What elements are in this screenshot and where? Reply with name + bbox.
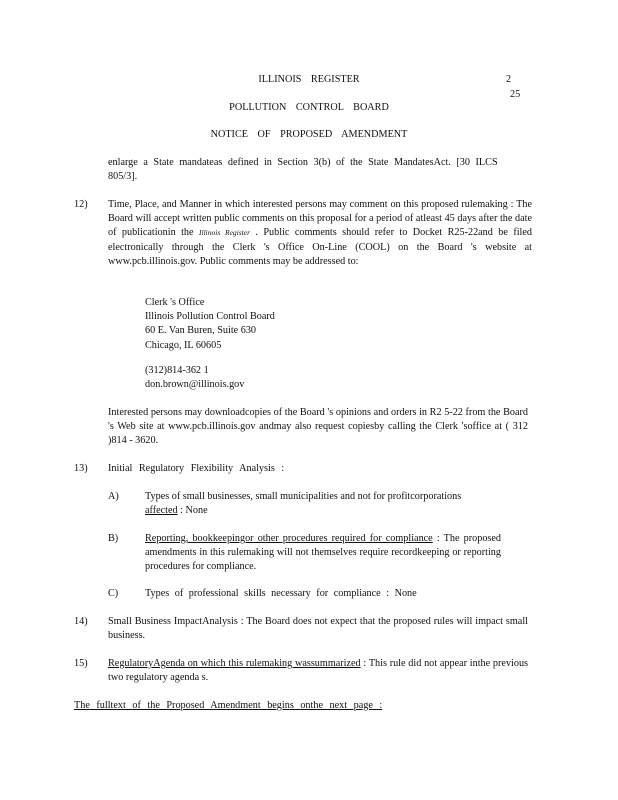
item-b-rest: : The proposed amendments in this rulemaking will not themselves require recordkeeping or reporting procedures for compliance. xyxy=(145,533,501,573)
section-12-text-b: . Public comments should refer to Docket R25-22and be filed electronically through the Clerk 's Office On-Line (COOL) on the Board 's website at www.pcb.illinois.gov. Public comments may be addressed to: xyxy=(108,227,533,267)
section-14-number: 14) xyxy=(74,616,88,627)
section-15-text xyxy=(108,657,528,685)
section-15-rest: : This rule did not appear inthe previous two regulatory agenda s. xyxy=(108,658,529,684)
email-address: don.brown@illinois.gov xyxy=(145,379,245,390)
section-15-number: 15) xyxy=(74,658,88,669)
section-12-paragraph xyxy=(108,198,532,269)
phone-number: (312)814-362 1 xyxy=(145,365,209,376)
full-text-notice: The fulltext of the Proposed Amendment begins onthe next page : xyxy=(74,700,383,711)
mailing-address xyxy=(145,296,275,353)
section-12-closing: Interested persons may downloadcopies of the Board 's opinions and orders in R2 5-22 from the Board 's Web site at www.pcb.illinois.gov andmay also request copiesby calling the Clerk 'soffice at ( 312 )814 - 3620. xyxy=(108,407,528,447)
item-b-underlined: Reporting, bookkeepingor other procedures required for compliance xyxy=(145,533,433,544)
register-title: ILLINOIS REGISTER xyxy=(258,74,360,85)
item-a-label: A) xyxy=(108,491,119,502)
item-a-text xyxy=(145,490,515,518)
item-b-text xyxy=(145,532,501,575)
item-b-label: B) xyxy=(108,533,119,544)
volume-number: 25 xyxy=(510,89,521,100)
item-c-text: Types of professional skills necessary for compliance : None xyxy=(145,588,417,599)
section-12-number: 12) xyxy=(74,199,88,210)
section-13-number: 13) xyxy=(74,463,88,474)
section-15-underlined: RegulatoryAgenda on which this rulemaking wassummarized xyxy=(108,658,361,669)
illinois-register-italic: Illinois Register xyxy=(198,228,250,238)
item-a-affected: affected xyxy=(145,505,178,517)
page-number: 2 xyxy=(506,74,512,85)
address-line: Illinois Pollution Control Board xyxy=(145,311,275,323)
item-c-label: C) xyxy=(108,588,119,599)
item-a-rest: : None xyxy=(180,505,208,517)
address-line: Clerk 's Office xyxy=(145,297,205,308)
section-12-text-a: Time, Place, and Manner in which interested persons may comment on this proposed rulemaking : The Board will accept written public comments on this proposal for a period of atleast 45 days after the date of publicationin the xyxy=(108,199,532,239)
notice-title: NOTICE OF PROPOSED AMENDMENT xyxy=(210,129,408,140)
address-line: Chicago, IL 60605 xyxy=(145,339,222,351)
item-a-body: Types of small businesses, small municipalities and not for profitcorporations xyxy=(145,491,462,502)
section-14-text: Small Business ImpactAnalysis : The Board does not expect that the proposed rules will impact small business. xyxy=(108,616,528,642)
board-name: POLLUTION CONTROL BOARD xyxy=(229,102,389,113)
section-13-title: Initial Regulatory Flexibility Analysis : xyxy=(108,463,285,474)
intro-line-1: enlarge a State mandateas defined in Section 3(b) of the State MandatesAct. [30 ILCS xyxy=(108,157,498,168)
intro-line-2: 805/3]. xyxy=(108,171,138,182)
address-line: 60 E. Van Buren, Suite 630 xyxy=(145,325,257,337)
